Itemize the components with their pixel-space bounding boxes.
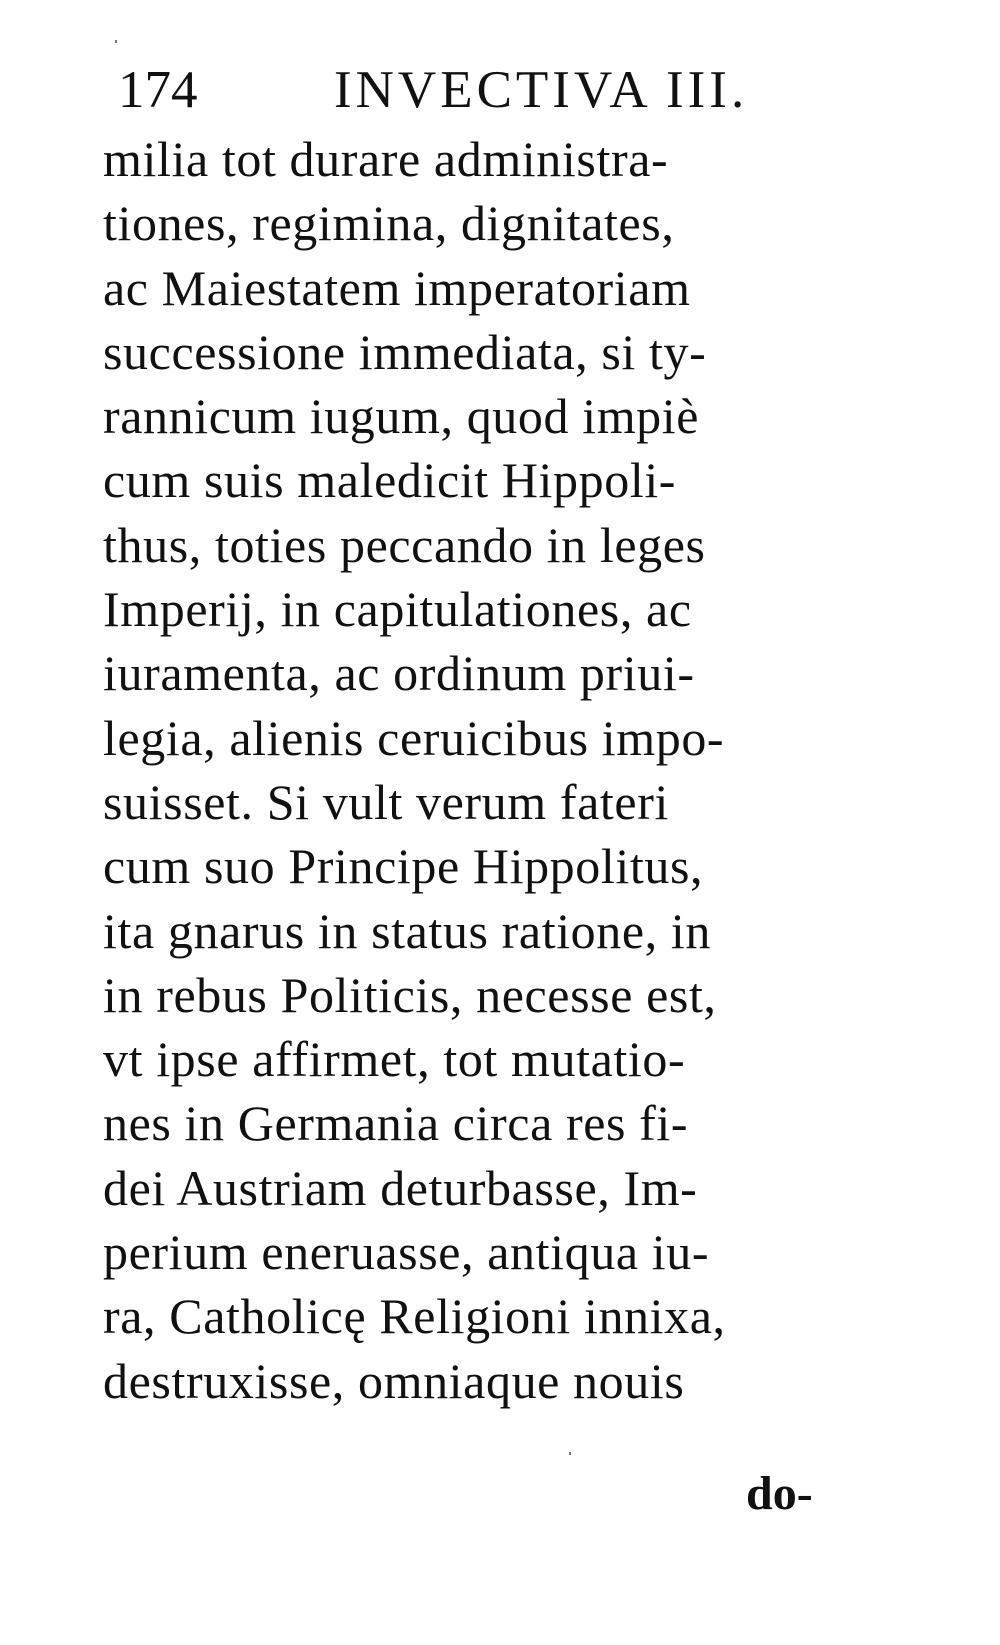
text-line: milia tot durare administra- [103,131,669,187]
text-line: destruxisse, omniaque nouis [103,1352,685,1409]
text-line: in rebus Politicis, necesse est, [103,966,717,1023]
body-text [103,127,863,1427]
text-line: nes in Germania circa res fi- [103,1095,689,1152]
text-line: cum suis maledicit Hippoli- [103,452,677,509]
text-line: ra, Catholicę Religioni innixa, [103,1288,726,1345]
text-line: rannicum iugum, quod impiè [103,388,700,445]
text-line: perium eneruasse, antiqua iu- [103,1224,710,1281]
text-line: vt ipse affirmet, tot mutatio- [103,1031,686,1088]
running-title: INVECTIVA III. [334,61,749,119]
text-line: tiones, regimina, dignitates, [103,195,675,252]
text-line: successione immediata, si ty- [103,323,707,380]
text-line: thus, toties peccando in leges [103,516,706,573]
page-header [118,58,808,122]
text-line: suisset. Si vult verum fateri [103,773,669,830]
text-line: legia, alienis ceruicibus impo- [103,709,725,766]
text-line: ac Maiestatem imperatoriam [103,259,691,316]
page-number: 174 [118,61,198,119]
text-line: dei Austriam deturbasse, Im- [103,1159,698,1216]
text-line: cum suo Principe Hippolitus, [103,838,704,895]
catchword: do- [746,1467,813,1520]
text-line: iuramenta, ac ordinum priui- [103,645,695,702]
speck-mark [115,40,117,43]
speck-mark [569,1452,571,1455]
text-line: ita gnarus in status ratione, in [103,902,711,959]
text-line: Imperij, in capitulationes, ac [103,581,692,638]
